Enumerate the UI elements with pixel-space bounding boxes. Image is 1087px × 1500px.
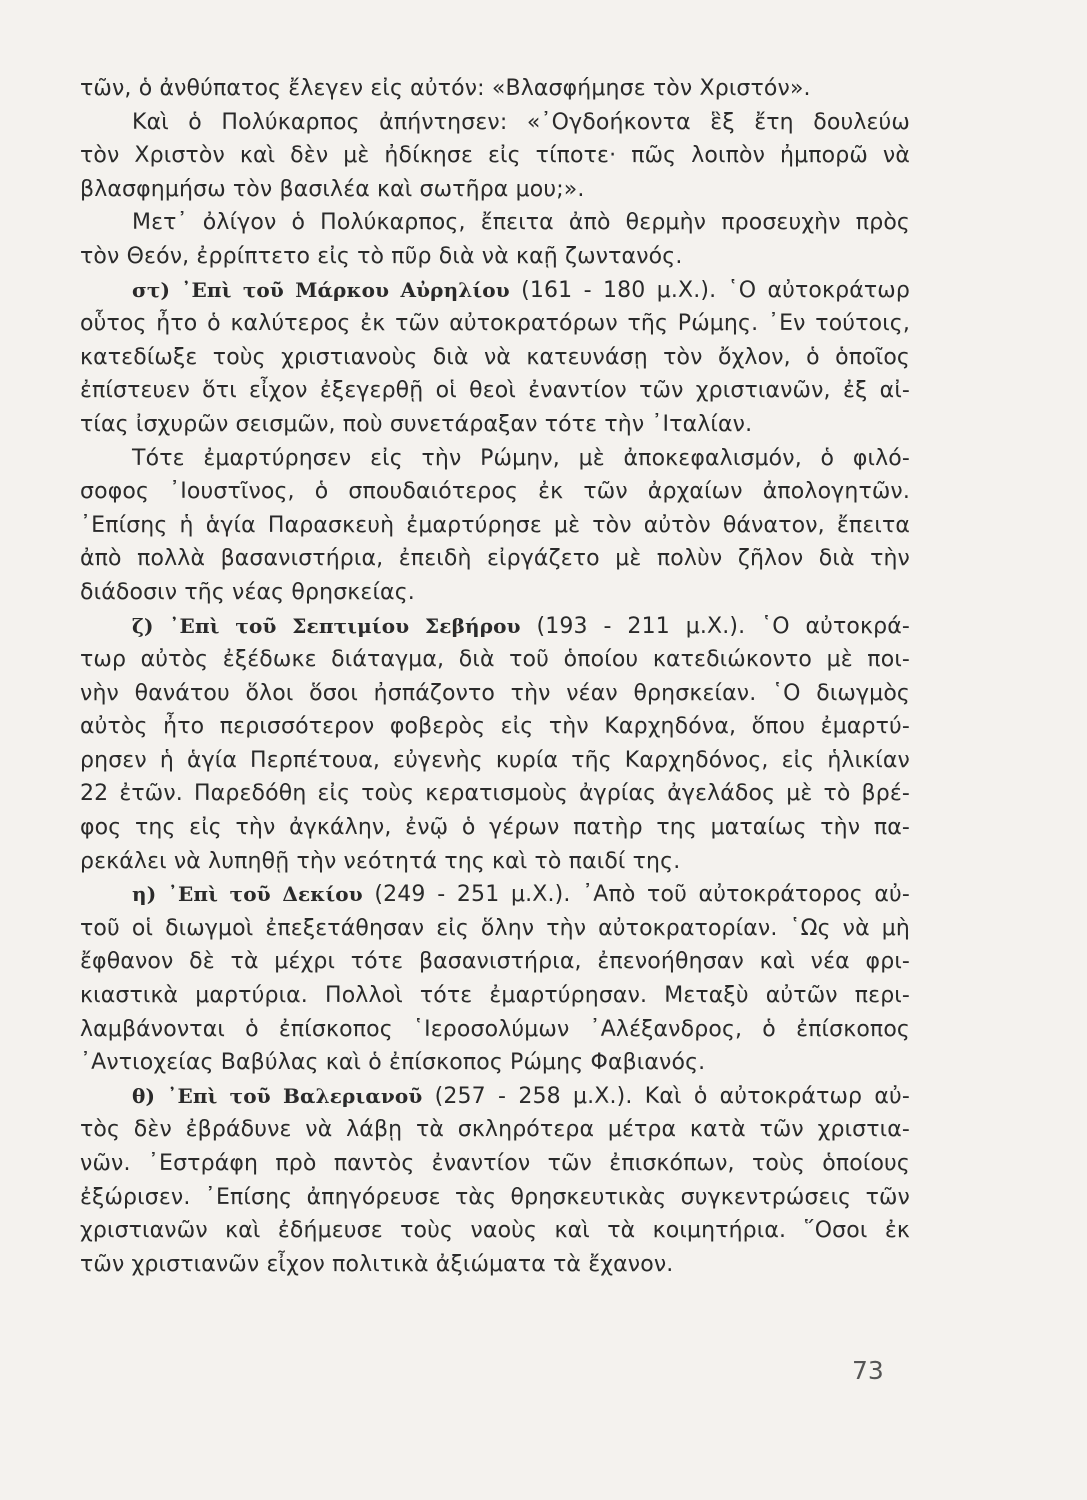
text-line: ρησεν ἡ ἁγία Περπέτουα, εὐγενὴς κυρία τῆς Καρχηδόνος, εἰς ἡλικίαν — [80, 747, 910, 773]
text-line: κατεδίωξε τοὺς χριστιανοὺς διὰ νὰ κατευνάσῃ τὸν ὄχλον, ὁ ὁποῖος — [80, 344, 910, 370]
text-line — [80, 610, 910, 644]
text-line: τῶν, ὁ ἀνθύπατος ἔλεγεν εἰς αὐτόν: «Βλασφήμησε τὸν Χριστόν». — [80, 76, 811, 101]
text-line: νῶν. ᾿Εστράφη πρὸ παντὸς ἐναντίον τῶν ἐπισκόπων, τοὺς ὁποίους — [80, 1151, 910, 1176]
page-number: 73 — [852, 1356, 884, 1385]
section-heading: στ) ᾿Επὶ τοῦ Μάρκου Αὐρηλίου — [132, 277, 510, 302]
text-line: ἐξώρισεν. ᾿Επίσης ἀπηγόρευσε τὰς θρησκευτικὰς συγκεντρώσεις τῶν — [80, 1184, 910, 1210]
text-line: τοῦ οἱ διωγμοὶ ἐπεξετάθησαν εἰς ὅλην τὴν αὐτοκρατορίαν. ῾Ως νὰ μὴ — [80, 915, 910, 941]
text-line: ᾿Αντιοχείας Βαβύλας καὶ ὁ ἐπίσκοπος Ρώμης Φαβιανός. — [80, 1050, 706, 1076]
body-text — [80, 72, 910, 1281]
section-text: (249 - 251 μ.Χ.). ᾿Απὸ τοῦ αὐτοκράτορος αὐ- — [362, 882, 910, 908]
text-line: τὸν Χριστὸν καὶ δὲν μὲ ἠδίκησε εἰς τίποτε· πῶς λοιπὸν ἠμπορῶ νὰ — [80, 143, 910, 169]
text-line: τῶν χριστιανῶν εἶχον πολιτικὰ ἀξιώματα τὰ ἔχανον. — [80, 1251, 674, 1277]
text-line: τὸν Θεόν, ἐρρίπτετο εἰς τὸ πῦρ διὰ νὰ καῇ ζωντανός. — [80, 243, 683, 269]
text-line: ἐπίστευεν ὅτι εἶχον ἐξεγερθῇ οἱ θεοὶ ἐναντίον τῶν χριστιανῶν, ἐξ αἰ- — [80, 378, 910, 404]
section-text: (193 - 211 μ.Χ.). ῾Ο αὐτοκρά- — [520, 613, 910, 639]
section-heading: θ) ᾿Επὶ τοῦ Βαλεριανοῦ — [132, 1083, 423, 1108]
text-line: τωρ αὐτὸς ἐξέδωκε διάταγμα, διὰ τοῦ ὁποίου κατεδιώκοντο μὲ ποι- — [80, 647, 910, 673]
text-line: λαμβάνονται ὁ ἐπίσκοπος ῾Ιεροσολύμων ᾿Αλέξανδρος, ὁ ἐπίσκοπος — [80, 1016, 910, 1042]
text-line: σοφος ᾿Ιουστῖνος, ὁ σπουδαιότερος ἐκ τῶν ἀρχαίων ἀπολογητῶν. — [80, 479, 910, 505]
text-line: βλασφημήσω τὸν βασιλέα καὶ σωτῆρα μου;». — [80, 176, 585, 202]
text-line: αὐτὸς ἦτο περισσότερον φοβερὸς εἰς τὴν Καρχηδόνα, ὅπου ἐμαρτύ- — [80, 714, 910, 740]
section-text: (161 - 180 μ.Χ.). ῾Ο αὐτοκράτωρ — [509, 277, 910, 303]
text-line: νὴν θανάτου ὅλοι ὅσοι ἠσπάζοντο τὴν νέαν θρησκείαν. ῾Ο διωγμὸς — [80, 680, 910, 706]
text-line: χριστιανῶν καὶ ἐδήμευσε τοὺς ναοὺς καὶ τὰ κοιμητήρια. ῞Οσοι ἐκ — [80, 1218, 910, 1244]
text-line — [80, 878, 910, 912]
text-line — [80, 1080, 910, 1114]
section-heading: η) ᾿Επὶ τοῦ Δεκίου — [132, 882, 363, 907]
text-line: ρεκάλει νὰ λυπηθῇ τὴν νεότητά της καὶ τὸ παιδί της. — [80, 848, 681, 874]
text-line: Καὶ ὁ Πολύκαρπος ἀπήντησεν: «᾿Ογδοήκοντα ἓξ ἔτη δουλεύω — [132, 109, 910, 135]
text-line: Μετ᾿ ὀλίγον ὁ Πολύκαρπος, ἔπειτα ἀπὸ θερμὴν προσευχὴν πρὸς — [132, 210, 910, 236]
text-line: φος της εἰς τὴν ἀγκάλην, ἐνῷ ὁ γέρων πατὴρ της ματαίως τὴν πα- — [80, 815, 910, 841]
text-line: 22 ἐτῶν. Παρεδόθη εἰς τοὺς κερατισμοὺς ἀγρίας ἀγελάδος μὲ τὸ βρέ- — [80, 781, 910, 807]
text-line: διάδοσιν τῆς νέας θρησκείας. — [80, 579, 415, 605]
text-line: τὸς δὲν ἐβράδυνε νὰ λάβῃ τὰ σκληρότερα μέτρα κατὰ τῶν χριστια- — [80, 1117, 910, 1143]
text-line: ἀπὸ πολλὰ βασανιστήρια, ἐπειδὴ εἰργάζετο μὲ πολὺν ζῆλον διὰ τὴν — [80, 546, 910, 572]
text-line: οὗτος ἦτο ὁ καλύτερος ἐκ τῶν αὐτοκρατόρων τῆς Ρώμης. ᾿Εν τούτοις, — [80, 311, 910, 337]
text-line: Τότε ἐμαρτύρησεν εἰς τὴν Ρώμην, μὲ ἀποκεφαλισμόν, ὁ φιλό- — [132, 445, 910, 471]
text-line: τίας ἰσχυρῶν σεισμῶν, ποὺ συνετάραξαν τότε τὴν ᾿Ιταλίαν. — [80, 411, 753, 437]
text-line — [80, 274, 910, 308]
text-line: ᾿Επίσης ἡ ἁγία Παρασκευὴ ἐμαρτύρησε μὲ τὸν αὐτὸν θάνατον, ἔπειτα — [80, 512, 910, 538]
section-heading: ζ) ᾿Επὶ τοῦ Σεπτιμίου Σεβήρου — [132, 613, 521, 638]
section-text: (257 - 258 μ.Χ.). Καὶ ὁ αὐτοκράτωρ αὐ- — [422, 1083, 911, 1109]
text-line: ἔφθανον δὲ τὰ μέχρι τότε βασανιστήρια, ἐπενοήθησαν καὶ νέα φρι- — [80, 949, 910, 975]
text-line: κιαστικὰ μαρτύρια. Πολλοὶ τότε ἐμαρτύρησαν. Μεταξὺ αὐτῶν περι- — [80, 983, 910, 1009]
